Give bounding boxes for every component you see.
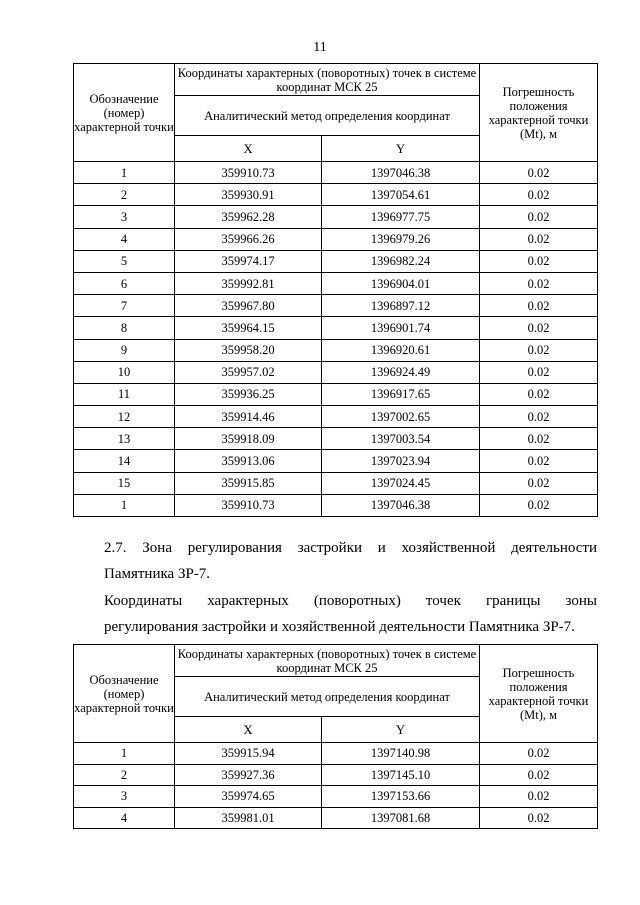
table-row xyxy=(74,317,598,339)
cell-y: 1397140.98 xyxy=(322,743,480,765)
cell-point-number: 4 xyxy=(74,807,175,829)
table-row xyxy=(74,383,598,405)
table-row xyxy=(74,764,598,786)
header-error: Погрешность положения характерной точки (Mt), м xyxy=(480,64,598,162)
header-coordinates-title: Координаты характерных (поворотных) точек в системе координат МСК 25 xyxy=(175,64,480,96)
table-row xyxy=(74,494,598,516)
cell-y: 1397024.45 xyxy=(322,472,480,494)
cell-error: 0.02 xyxy=(480,295,598,317)
cell-error: 0.02 xyxy=(480,228,598,250)
cell-x: 359936.25 xyxy=(175,383,322,405)
table-row xyxy=(74,428,598,450)
cell-point-number: 1 xyxy=(74,494,175,516)
cell-point-number: 5 xyxy=(74,250,175,272)
cell-x: 359927.36 xyxy=(175,764,322,786)
table-row xyxy=(74,272,598,294)
header-x: X xyxy=(175,136,322,162)
cell-x: 359967.80 xyxy=(175,295,322,317)
cell-point-number: 8 xyxy=(74,317,175,339)
cell-x: 359910.73 xyxy=(175,162,322,184)
cell-y: 1397046.38 xyxy=(322,494,480,516)
table-row xyxy=(74,184,598,206)
cell-error: 0.02 xyxy=(480,764,598,786)
header-error: Погрешность положения характерной точки (Mt), м xyxy=(480,645,598,743)
header-method: Аналитический метод определения координат xyxy=(175,677,480,717)
section-intro-line2: регулирования застройки и хозяйственной деятельности Памятника ЗР-7. xyxy=(104,619,575,635)
table-row xyxy=(74,295,598,317)
cell-error: 0.02 xyxy=(480,339,598,361)
cell-x: 359957.02 xyxy=(175,361,322,383)
cell-y: 1397023.94 xyxy=(322,450,480,472)
header-point-designation: Обозначение (номер) характерной точки xyxy=(74,645,175,743)
cell-point-number: 1 xyxy=(74,743,175,765)
cell-y: 1397002.65 xyxy=(322,406,480,428)
cell-x: 359958.20 xyxy=(175,339,322,361)
cell-point-number: 7 xyxy=(74,295,175,317)
table-row xyxy=(74,807,598,829)
cell-x: 359915.85 xyxy=(175,472,322,494)
cell-point-number: 13 xyxy=(74,428,175,450)
cell-point-number: 2 xyxy=(74,764,175,786)
cell-point-number: 10 xyxy=(74,361,175,383)
cell-point-number: 2 xyxy=(74,184,175,206)
cell-x: 359918.09 xyxy=(175,428,322,450)
cell-error: 0.02 xyxy=(480,472,598,494)
cell-error: 0.02 xyxy=(480,450,598,472)
cell-y: 1397054.61 xyxy=(322,184,480,206)
table-row xyxy=(74,250,598,272)
cell-error: 0.02 xyxy=(480,807,598,829)
cell-error: 0.02 xyxy=(480,494,598,516)
cell-error: 0.02 xyxy=(480,250,598,272)
section-heading xyxy=(73,535,597,587)
cell-point-number: 15 xyxy=(74,472,175,494)
header-y: Y xyxy=(322,717,480,743)
header-method: Аналитический метод определения координат xyxy=(175,96,480,136)
cell-point-number: 1 xyxy=(74,162,175,184)
cell-error: 0.02 xyxy=(480,162,598,184)
cell-y: 1397003.54 xyxy=(322,428,480,450)
cell-error: 0.02 xyxy=(480,743,598,765)
section-heading-line1: 2.7. Зона регулирования застройки и хозяйственной деятельности xyxy=(104,540,597,556)
cell-x: 359974.65 xyxy=(175,786,322,808)
cell-y: 1396979.26 xyxy=(322,228,480,250)
cell-y: 1397153.66 xyxy=(322,786,480,808)
table-row xyxy=(74,228,598,250)
cell-error: 0.02 xyxy=(480,361,598,383)
header-coordinates-title: Координаты характерных (поворотных) точек в системе координат МСК 25 xyxy=(175,645,480,677)
cell-error: 0.02 xyxy=(480,317,598,339)
cell-x: 359964.15 xyxy=(175,317,322,339)
section-intro-line1: Координаты характерных (поворотных) точек границы зоны xyxy=(104,593,597,609)
cell-x: 359915.94 xyxy=(175,743,322,765)
page-number: 11 xyxy=(313,40,327,55)
cell-x: 359913.06 xyxy=(175,450,322,472)
cell-error: 0.02 xyxy=(480,383,598,405)
cell-y: 1396904.01 xyxy=(322,272,480,294)
table-row xyxy=(74,206,598,228)
cell-point-number: 11 xyxy=(74,383,175,405)
cell-point-number: 14 xyxy=(74,450,175,472)
table-row xyxy=(74,406,598,428)
cell-x: 359910.73 xyxy=(175,494,322,516)
coordinates-table-1 xyxy=(73,63,598,517)
cell-point-number: 6 xyxy=(74,272,175,294)
cell-y: 1396977.75 xyxy=(322,206,480,228)
cell-error: 0.02 xyxy=(480,272,598,294)
table-row xyxy=(74,472,598,494)
cell-x: 359962.28 xyxy=(175,206,322,228)
cell-y: 1396897.12 xyxy=(322,295,480,317)
header-y: Y xyxy=(322,136,480,162)
table-row xyxy=(74,743,598,765)
table-row xyxy=(74,361,598,383)
cell-y: 1396920.61 xyxy=(322,339,480,361)
cell-point-number: 12 xyxy=(74,406,175,428)
cell-x: 359992.81 xyxy=(175,272,322,294)
cell-x: 359930.91 xyxy=(175,184,322,206)
cell-error: 0.02 xyxy=(480,206,598,228)
coordinates-table-2 xyxy=(73,644,598,829)
cell-y: 1397046.38 xyxy=(322,162,480,184)
header-x: X xyxy=(175,717,322,743)
table-row xyxy=(74,786,598,808)
cell-error: 0.02 xyxy=(480,406,598,428)
table-row xyxy=(74,339,598,361)
cell-y: 1396901.74 xyxy=(322,317,480,339)
cell-y: 1396924.49 xyxy=(322,361,480,383)
cell-error: 0.02 xyxy=(480,184,598,206)
cell-point-number: 9 xyxy=(74,339,175,361)
table-row xyxy=(74,450,598,472)
section-intro xyxy=(73,588,597,640)
cell-point-number: 4 xyxy=(74,228,175,250)
cell-error: 0.02 xyxy=(480,786,598,808)
cell-y: 1396917.65 xyxy=(322,383,480,405)
cell-y: 1397145.10 xyxy=(322,764,480,786)
section-heading-line2: Памятника ЗР-7. xyxy=(104,566,211,582)
header-point-designation: Обозначение (номер) характерной точки xyxy=(74,64,175,162)
cell-y: 1396982.24 xyxy=(322,250,480,272)
cell-point-number: 3 xyxy=(74,206,175,228)
cell-error: 0.02 xyxy=(480,428,598,450)
cell-point-number: 3 xyxy=(74,786,175,808)
table-row xyxy=(74,162,598,184)
cell-x: 359914.46 xyxy=(175,406,322,428)
cell-x: 359966.26 xyxy=(175,228,322,250)
cell-x: 359974.17 xyxy=(175,250,322,272)
cell-x: 359981.01 xyxy=(175,807,322,829)
cell-y: 1397081.68 xyxy=(322,807,480,829)
